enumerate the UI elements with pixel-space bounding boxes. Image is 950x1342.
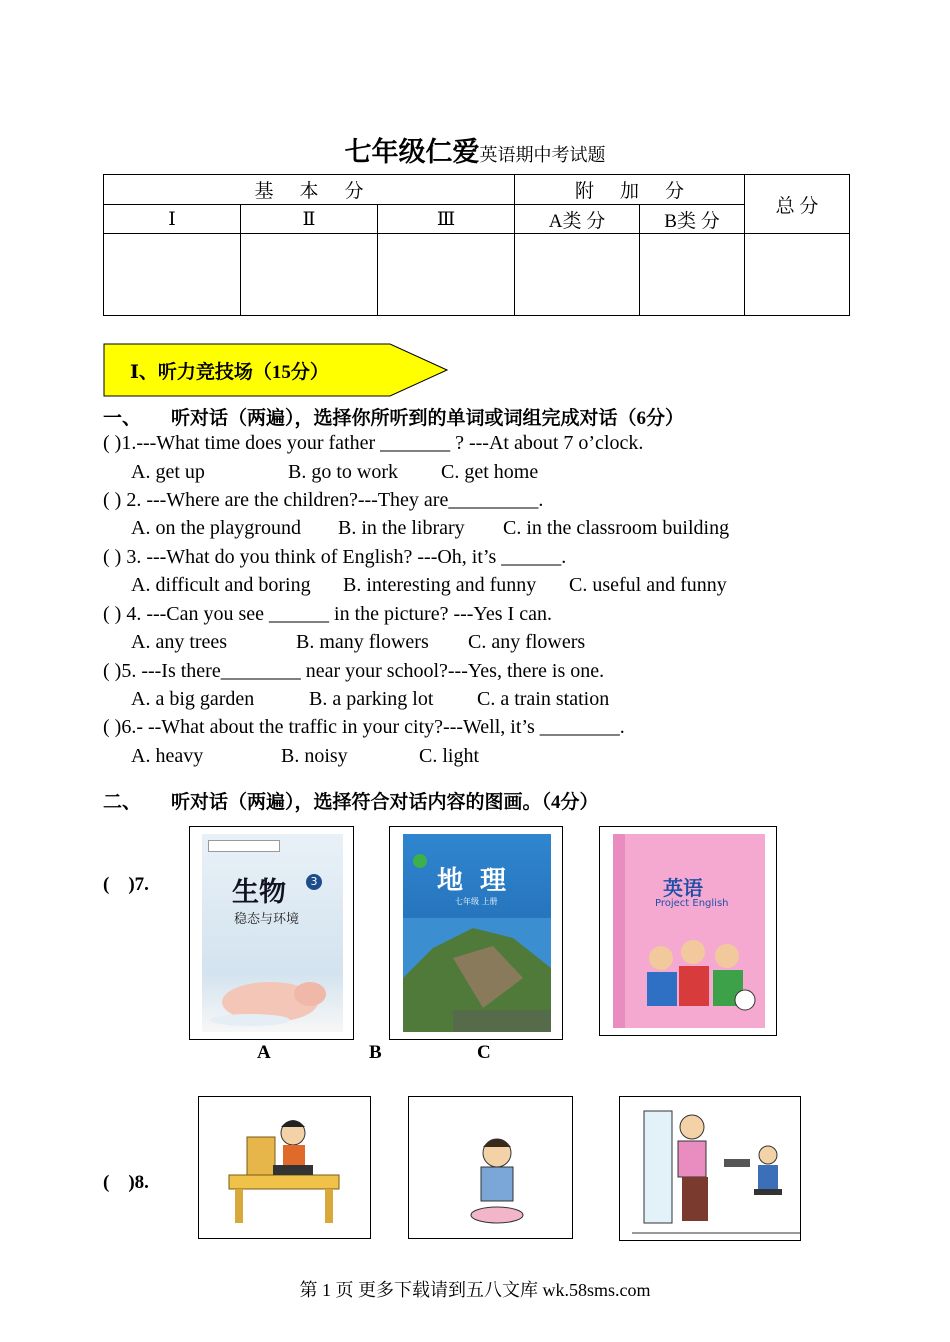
q8-option-b-picture[interactable] bbox=[408, 1096, 573, 1239]
book-title: 地 理 bbox=[437, 866, 511, 896]
question-4: ( ) 4. ---Can you see ______ in the picture? ---Yes I can. bbox=[103, 603, 552, 625]
girl-at-desk-illustration bbox=[199, 1097, 370, 1238]
q5-option-a: A. a big garden bbox=[131, 688, 255, 710]
score-cell[interactable] bbox=[745, 234, 850, 316]
section1-heading: 听对话（两遍），选择你所听到的单词或词组完成对话（6分） bbox=[171, 408, 685, 429]
q2-option-c: C. in the classroom building bbox=[503, 517, 730, 539]
title-main: 七年级仁爱 bbox=[344, 137, 480, 167]
q1-option-b: B. go to work bbox=[288, 461, 398, 483]
page-footer: 第 1 页 更多下载请到五八文库 wk.58sms.com bbox=[299, 1280, 651, 1300]
col-header-b: B类 分 bbox=[640, 205, 745, 234]
book-subtitle: Project English bbox=[655, 898, 729, 909]
question-6: ( )6.- --What about the traffic in your city?---Well, it’s ________. bbox=[103, 716, 625, 738]
option-b-image-frame[interactable] bbox=[389, 826, 563, 1040]
biology-book-cover bbox=[202, 834, 343, 1032]
book-title: 英语 bbox=[663, 876, 703, 900]
score-table bbox=[103, 174, 850, 316]
question-3: ( ) 3. ---What do you think of English? ---Oh, it’s ______. bbox=[103, 546, 567, 568]
extra-score-header: 附加分 bbox=[515, 175, 745, 205]
pig-illustration bbox=[210, 960, 338, 1030]
q2-option-b: B. in the library bbox=[338, 517, 465, 539]
title-sub: 英语期中考试题 bbox=[479, 145, 606, 165]
option-b-label: B bbox=[369, 1042, 382, 1063]
q8-option-a-picture[interactable] bbox=[198, 1096, 371, 1239]
option-a-label: A bbox=[257, 1042, 271, 1063]
q1-option-c: C. get home bbox=[441, 461, 539, 483]
book-subtitle: 稳态与环境 bbox=[234, 912, 300, 927]
book-title: 生物 bbox=[232, 877, 286, 908]
q6-option-b: B. noisy bbox=[281, 745, 348, 767]
question-5: ( )5. ---Is there________ near your school?---Yes, there is one. bbox=[103, 660, 605, 682]
book-subtitle: 七年级 上册 bbox=[455, 897, 498, 906]
score-cell[interactable] bbox=[515, 234, 640, 316]
q3-option-a: A. difficult and boring bbox=[131, 574, 311, 596]
q5-option-b: B. a parking lot bbox=[309, 688, 434, 710]
col-header-a: A类 分 bbox=[515, 205, 640, 234]
option-a-image-frame[interactable] bbox=[189, 826, 354, 1040]
english-book-cover bbox=[613, 834, 765, 1028]
score-cell[interactable] bbox=[104, 234, 241, 316]
q6-option-c: C. light bbox=[419, 745, 480, 767]
question-1: ( )1.---What time does your father _______ ? ---At about 7 o’clock. bbox=[103, 432, 644, 454]
publisher-logo-icon bbox=[413, 854, 427, 868]
option-c-label: C bbox=[477, 1042, 491, 1063]
q2-option-a: A. on the playground bbox=[131, 517, 301, 539]
col-header-3: Ⅲ bbox=[378, 205, 515, 234]
q4-option-c: C. any flowers bbox=[468, 631, 586, 653]
total-score-header: 总 分 bbox=[745, 175, 850, 234]
col-header-2: Ⅱ bbox=[241, 205, 378, 234]
volume-badge: 3 bbox=[306, 874, 322, 890]
geography-book-cover bbox=[403, 834, 551, 1032]
section-banner-text: Ⅰ、听力竞技场（15分） bbox=[130, 362, 329, 383]
page-title bbox=[0, 130, 950, 169]
children-illustration bbox=[633, 930, 761, 1020]
col-header-1: Ⅰ bbox=[104, 205, 241, 234]
basic-score-header: 基本分 bbox=[104, 175, 515, 205]
section2-heading: 听对话（两遍），选择符合对话内容的图画。（4分） bbox=[171, 792, 599, 813]
teacher-and-student-illustration bbox=[620, 1097, 800, 1240]
question-7-label: ( )7. bbox=[103, 874, 149, 895]
q4-option-b: B. many flowers bbox=[296, 631, 429, 653]
question-2: ( ) 2. ---Where are the children?---They are_________. bbox=[103, 489, 544, 511]
coastline-photo bbox=[403, 918, 551, 1032]
q4-option-a: A. any trees bbox=[131, 631, 228, 653]
book-sticker bbox=[208, 840, 280, 852]
section1-number: 一、 bbox=[103, 408, 142, 429]
score-cell[interactable] bbox=[378, 234, 515, 316]
boy-washing-face-illustration bbox=[409, 1097, 572, 1238]
section2-number: 二、 bbox=[103, 792, 142, 813]
question-8-label: ( )8. bbox=[103, 1172, 149, 1193]
q3-option-c: C. useful and funny bbox=[569, 574, 727, 596]
q6-option-a: A. heavy bbox=[131, 745, 204, 767]
q8-option-c-picture[interactable] bbox=[619, 1096, 801, 1241]
score-cell[interactable] bbox=[241, 234, 378, 316]
q3-option-b: B. interesting and funny bbox=[343, 574, 537, 596]
score-cell[interactable] bbox=[640, 234, 745, 316]
option-c-image-frame[interactable] bbox=[599, 826, 777, 1036]
q1-option-a: A. get up bbox=[131, 461, 205, 483]
q5-option-c: C. a train station bbox=[477, 688, 610, 710]
book-spine-strip bbox=[613, 834, 625, 1028]
